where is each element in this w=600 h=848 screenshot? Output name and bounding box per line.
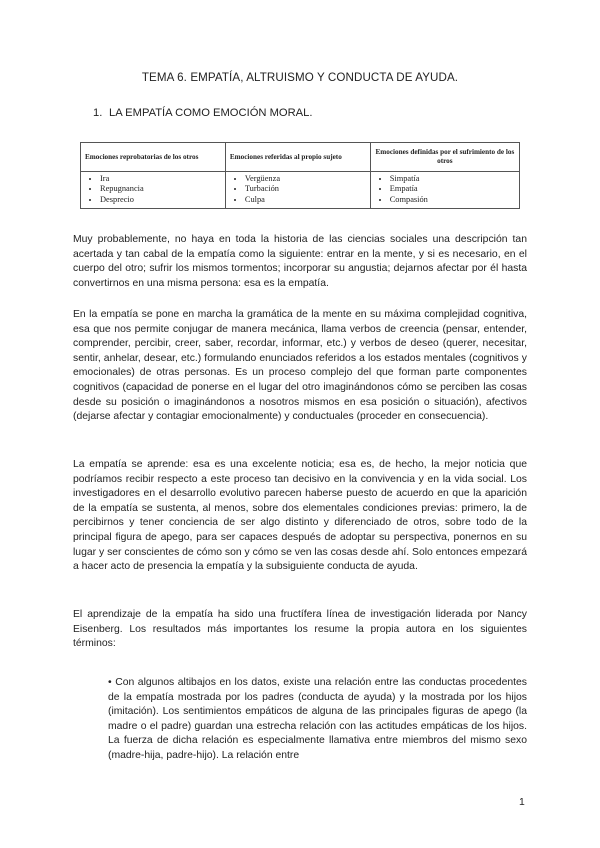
emotion-list [87, 174, 220, 205]
table-row [81, 172, 520, 209]
paragraph: El aprendizaje de la empatía ha sido una fructífera línea de investigación liderada por Nancy Eisenberg. Los resultados más importantes los resume la propia autora en los siguientes términos: [73, 609, 527, 650]
paragraph: Muy probablemente, no haya en toda la historia de las ciencias sociales una descripción tan acertada y tan cabal de la empatía como la siguiente: entrar en la mente, y si es necesario, en el cuerpo del otro; sufrir los mismos tormentos; incorporar su angustia; dejarnos afectar por él hasta convertirnos en una misma persona: esa es la empatía. [73, 234, 527, 289]
table-cell [81, 172, 226, 209]
paragraph: La empatía se aprende: esa es una excelente noticia; esa es, de hecho, la mejor noticia que podríamos recibir respecto a este proceso tan decisivo en la convivencia y en la vida social. Los investigadores en el desarrollo evolutivo parecen haberse puesto de acuerdo en que la aparición de la empatía se sustenta, al menos, sobre dos elementales condiciones previas: primero, la de percibirnos y tener conciencia de ser algo distinto y diferenciado de otros, sobre todo de la principal figura de apego, para ser capaces después de adoptar su perspectiva, ponernos en su lugar y ser conscientes de cómo son y cómo se ven las cosas desde ahí. Solo entonces empezará a hacer acto de presencia la empatía y la subsiguiente conducta de ayuda. [73, 459, 527, 573]
table-header: Emociones definidas por el sufrimiento de los otros [370, 143, 519, 172]
list-item: • Simpatía [390, 174, 514, 184]
list-item: • Vergüenza [245, 174, 365, 184]
list-item: • Compasión [390, 195, 514, 205]
table-header: Emociones reprobatorias de los otros [81, 143, 226, 172]
paragraph: En la empatía se pone en marcha la gramática de la mente en su máxima complejidad cognitiva, esa que nos permite conjugar de manera mecánica, llama verbos de creencia (pensar, entender, comprender, percibir, creer, saber, recordar, informar, etc.) y verbos de deseo (querer, necesitar, sentir, anhelar, desear, etc.) formulando enunciados referidos a los estados mentales (cognitivos y emocionales) de otras personas. Es un proceso complejo del que forman parte componentes cognitivos (capacidad de ponerse en el lugar del otro imaginándonos cómo se perciben las cosas desde su posición o imaginándonos a nosotros mismos en esa posición o situación), afectivos (dejarse afectar y contagiar emocionalmente) y conductuales (proceder en consecuencia). [73, 309, 527, 423]
emotions-table [80, 142, 520, 209]
document-title: TEMA 6. EMPATÍA, ALTRUISMO Y CONDUCTA DE AYUDA. [141, 71, 459, 84]
list-item: • Culpa [245, 195, 365, 205]
list-item: • Empatía [390, 184, 514, 194]
table-header: Emociones referidas al propio sujeto [225, 143, 370, 172]
emotion-list [232, 174, 365, 205]
table-cell [225, 172, 370, 209]
section-heading [93, 107, 312, 119]
section-label: LA EMPATÍA COMO EMOCIÓN MORAL. [109, 107, 313, 119]
list-item: • Repugnancia [100, 184, 220, 194]
page-number: 1 [519, 797, 525, 808]
table-header-row [81, 143, 520, 172]
list-item: • Turbación [245, 184, 365, 194]
list-item: • Desprecio [100, 195, 220, 205]
emotion-list [377, 174, 514, 205]
table-cell [370, 172, 519, 209]
bullet-paragraph: • Con algunos altibajos en los datos, existe una relación entre las conductas procedentes de la empatía mostrada por los padres (conducta de ayuda) y la mostrada por los hijos (imitación). Los sentimientos empáticos de alguna de las principales figuras de apego (la madre o el padre) guardan una estrecha relación con las actitudes empáticas de los hijos. La fuerza de dicha relación es especialmente llamativa entre miembros del mismo sexo (madre-hija, padre-hijo). La relación entre [108, 677, 527, 761]
list-item: • Ira [100, 174, 220, 184]
section-number: 1. [93, 107, 103, 119]
